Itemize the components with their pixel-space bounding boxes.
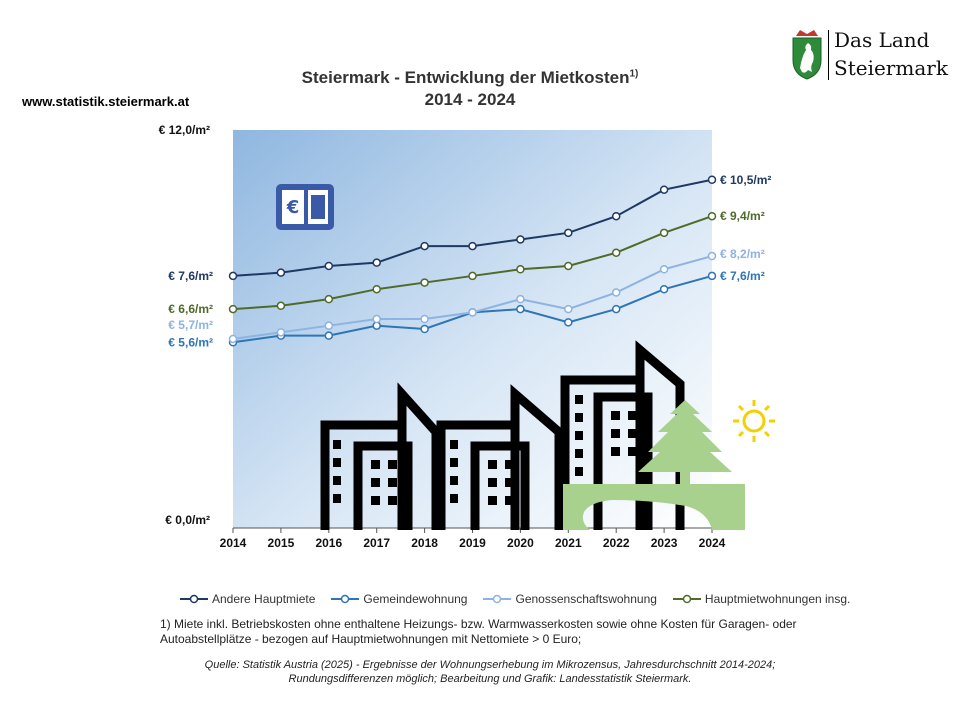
euro-note-icon — [276, 184, 334, 230]
point-genossenschaftswohnung-2024 — [709, 253, 716, 260]
legend-item-genossenschaftswohnung — [483, 592, 656, 606]
point-hauptmietwohnungen-insg-2017 — [373, 286, 380, 293]
end-label-gemeindewohnung: € 7,6/m² — [720, 268, 765, 283]
x-tick-label-2019: 2019 — [459, 536, 486, 550]
point-gemeindewohnung-2020 — [517, 306, 524, 313]
legend-marker-gemeindewohnung — [331, 594, 359, 604]
legend-marker-genossenschaftswohnung — [483, 594, 511, 604]
point-gemeindewohnung-2024 — [709, 272, 716, 279]
legend-label-hauptmietwohnungen-insg: Hauptmietwohnungen insg. — [704, 592, 851, 606]
point-gemeindewohnung-2022 — [613, 306, 620, 313]
footnote: 1) Miete inkl. Betriebskosten ohne enthaltene Heizungs- bzw. Warmwasserkosten sowie ohne Kosten für Garagen- oder Autoabstellplätze - bezogen auf Hauptmietwohnungen mit Nettomiete > 0 Euro; — [160, 617, 797, 646]
title-line2: 2014 - 2024 — [424, 90, 516, 109]
point-genossenschaftswohnung-2021 — [565, 306, 572, 313]
website-url: www.statistik.steiermark.at — [22, 94, 190, 109]
end-label-hauptmietwohnungen-insg: € 9,4/m² — [720, 209, 765, 224]
legend-item-gemeindewohnung — [331, 592, 467, 606]
point-hauptmietwohnungen-insg-2021 — [565, 262, 572, 269]
point-andere-hauptmiete-2020 — [517, 236, 524, 243]
legend-marker-andere-hauptmiete — [180, 594, 208, 604]
legend-item-hauptmietwohnungen-insg — [673, 592, 850, 606]
y-tick-12: € 12,0/m² — [158, 123, 210, 137]
point-andere-hauptmiete-2017 — [373, 259, 380, 266]
point-genossenschaftswohnung-2017 — [373, 316, 380, 323]
x-axis — [220, 528, 726, 550]
point-gemeindewohnung-2016 — [325, 332, 332, 339]
point-hauptmietwohnungen-insg-2019 — [469, 272, 476, 279]
point-hauptmietwohnungen-insg-2022 — [613, 249, 620, 256]
point-gemeindewohnung-2018 — [421, 326, 428, 333]
start-label-hauptmietwohnungen-insg: € 6,6/m² — [168, 302, 213, 317]
x-tick-label-2023: 2023 — [650, 536, 678, 550]
point-hauptmietwohnungen-insg-2016 — [325, 296, 332, 303]
start-label-gemeindewohnung: € 5,6/m² — [168, 335, 213, 350]
point-hauptmietwohnungen-insg-2015 — [277, 302, 284, 309]
point-andere-hauptmiete-2016 — [325, 262, 332, 269]
x-tick-label-2020: 2020 — [507, 536, 534, 550]
point-genossenschaftswohnung-2023 — [661, 266, 668, 273]
x-tick-label-2024: 2024 — [698, 536, 726, 550]
point-genossenschaftswohnung-2014 — [230, 335, 237, 342]
x-tick-label-2016: 2016 — [315, 536, 343, 550]
point-genossenschaftswohnung-2018 — [421, 316, 428, 323]
legend-marker-hauptmietwohnungen-insg — [673, 594, 701, 604]
title-footnote-mark: 1) — [629, 68, 639, 80]
start-label-genossenschaftswohnung: € 5,7/m² — [168, 317, 213, 332]
point-andere-hauptmiete-2015 — [277, 269, 284, 276]
point-hauptmietwohnungen-insg-2018 — [421, 279, 428, 286]
y-tick-0: € 0,0/m² — [165, 513, 210, 527]
point-andere-hauptmiete-2019 — [469, 243, 476, 250]
point-gemeindewohnung-2021 — [565, 319, 572, 326]
x-tick-label-2014: 2014 — [219, 536, 247, 550]
sun-icon — [733, 400, 775, 442]
point-genossenschaftswohnung-2019 — [469, 309, 476, 316]
x-tick-label-2022: 2022 — [602, 536, 630, 550]
logo-line2: Steiermark — [834, 56, 948, 80]
end-label-andere-hauptmiete: € 10,5/m² — [720, 172, 772, 187]
point-genossenschaftswohnung-2022 — [613, 289, 620, 296]
source-note: Quelle: Statistik Austria (2025) - Ergebnisse der Wohnungserhebung im Mikrozensus, Jahresdurchschnitt 2014-2024; Rundungsdifferenzen möglich; Bearbeitung und Grafik: Landesstatistik Steiermark. — [204, 659, 776, 685]
point-andere-hauptmiete-2023 — [661, 186, 668, 193]
point-genossenschaftswohnung-2020 — [517, 296, 524, 303]
point-andere-hauptmiete-2022 — [613, 213, 620, 220]
legend — [180, 592, 851, 606]
title-line1: Steiermark - Entwicklung der Mietkosten — [301, 68, 630, 87]
point-gemeindewohnung-2023 — [661, 286, 668, 293]
x-tick-label-2017: 2017 — [363, 536, 391, 550]
point-hauptmietwohnungen-insg-2023 — [661, 229, 668, 236]
x-tick-label-2021: 2021 — [554, 536, 582, 550]
x-tick-label-2018: 2018 — [411, 536, 438, 550]
legend-label-gemeindewohnung: Gemeindewohnung — [363, 592, 468, 606]
end-label-genossenschaftswohnung: € 8,2/m² — [720, 247, 765, 262]
start-label-andere-hauptmiete: € 7,6/m² — [168, 268, 213, 283]
legend-label-genossenschaftswohnung: Genossenschaftswohnung — [515, 592, 657, 606]
point-andere-hauptmiete-2024 — [709, 176, 716, 183]
legend-item-andere-hauptmiete — [180, 592, 315, 606]
legend-label-andere-hauptmiete: Andere Hauptmiete — [212, 592, 316, 606]
point-genossenschaftswohnung-2016 — [325, 322, 332, 329]
x-tick-label-2015: 2015 — [267, 536, 295, 550]
point-andere-hauptmiete-2018 — [421, 243, 428, 250]
point-genossenschaftswohnung-2015 — [277, 329, 284, 336]
point-hauptmietwohnungen-insg-2024 — [709, 213, 716, 220]
svg-text:€: € — [286, 197, 300, 218]
point-andere-hauptmiete-2021 — [565, 229, 572, 236]
logo-line1: Das Land — [834, 28, 930, 52]
point-hauptmietwohnungen-insg-2020 — [517, 266, 524, 273]
point-hauptmietwohnungen-insg-2014 — [230, 306, 237, 313]
point-andere-hauptmiete-2014 — [230, 272, 237, 279]
